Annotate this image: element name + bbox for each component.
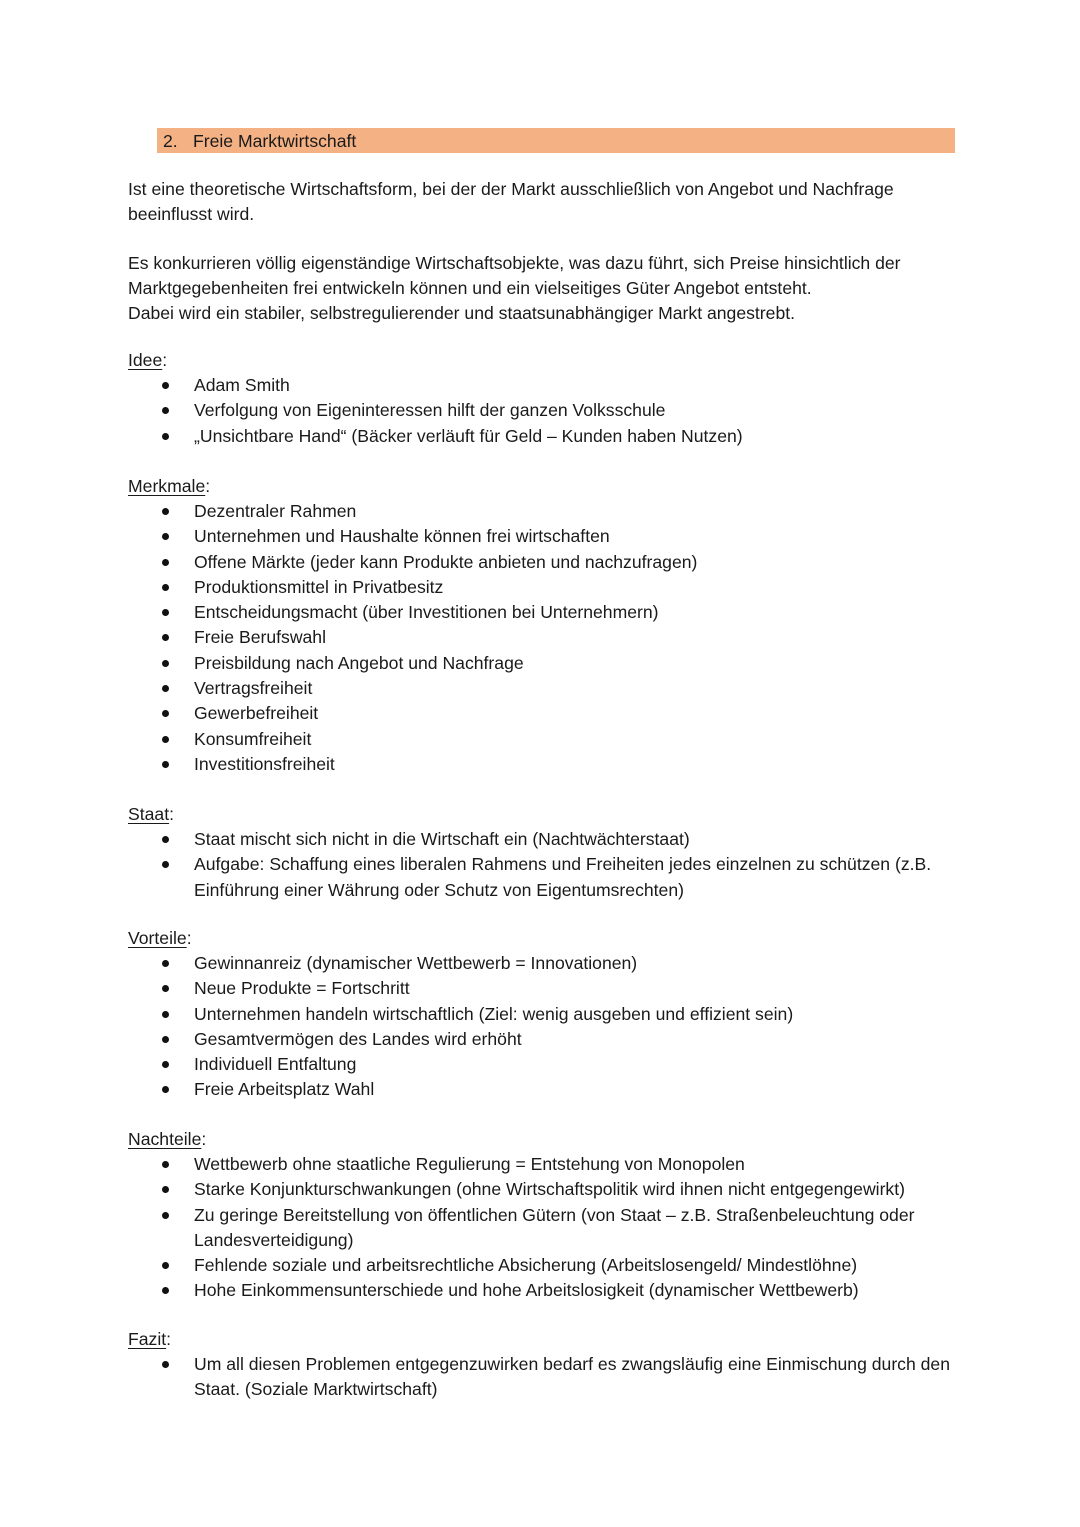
list-item [128,1152,958,1177]
section-label-idee-colon: : [162,350,168,370]
bullet-icon [162,685,169,692]
bullet-icon [162,1361,169,1368]
list-item [128,524,958,549]
section-label-idee-text: Idee [128,350,163,370]
list-item-text: Zu geringe Bereitstellung von öffentlichen Gütern (von Staat – z.B. Straßenbeleuchtung oder Landesverteidigung) [194,1204,915,1250]
section-label-staat-colon: : [169,804,174,824]
section-heading [157,128,955,153]
list-item-text: Fehlende soziale und arbeitsrechtliche Absicherung (Arbeitslosengeld/ Mindestlöhne) [194,1255,858,1276]
list-item-text: Hohe Einkommensunterschiede und hohe Arbeitslosigkeit (dynamischer Wettbewerb) [194,1280,859,1301]
list-item [128,1027,958,1052]
list-item-text: Offene Märkte (jeder kann Produkte anbieten und nachzufragen) [194,551,698,572]
bullet-icon [162,1161,169,1168]
bullet-icon [162,508,169,515]
idee-list [128,373,958,449]
list-item [128,701,958,726]
list-item-text: Vertragsfreiheit [194,678,313,699]
list-item [128,827,958,852]
list-item-text: Gewinnanreiz (dynamischer Wettbewerb = Innovationen) [194,953,638,973]
bullet-icon [162,1036,169,1043]
section-label-fazit [128,1327,171,1352]
list-item [128,625,958,650]
list-item-text: Adam Smith [194,375,290,395]
section-label-staat-text: Staat [128,804,170,824]
bullet-icon [162,660,169,667]
section-label-nachteile-colon: : [201,1129,207,1149]
list-item [128,1052,958,1077]
list-item [128,1002,958,1027]
list-item-text: Unternehmen und Haushalte können frei wirtschaften [194,526,610,547]
section-label-merkmale [128,474,210,499]
list-item-text: Investitionsfreiheit [194,753,335,774]
list-item-text: Preisbildung nach Angebot und Nachfrage [194,652,524,673]
bullet-icon [162,533,169,540]
section-label-vorteile [128,926,192,951]
list-item [128,676,958,701]
bullet-icon [162,1011,169,1018]
list-item-text: Um all diesen Problemen entgegenzuwirken bedarf es zwangsläufig eine Einmischung durch den Staat. (Soziale Marktwirtschaft) [194,1354,950,1400]
list-item [128,951,958,976]
bullet-icon [162,609,169,616]
bullet-icon [162,584,169,591]
section-label-idee [128,348,167,373]
list-item [128,1352,958,1403]
list-item [128,727,958,752]
bullet-icon [162,1186,169,1193]
bullet-icon [162,382,169,389]
bullet-icon [162,1212,169,1219]
list-item-text: Staat mischt sich nicht in die Wirtschaft ein (Nachtwächterstaat) [194,829,690,849]
bullet-icon [162,1086,169,1093]
list-item-text: Aufgabe: Schaffung eines liberalen Rahmens und Freiheiten jedes einzelnen zu schützen (z.B. Einführung einer Währung oder Schutz von Eigentumsrechten) [194,854,932,900]
fazit-list [128,1352,958,1403]
list-item-text: Dezentraler Rahmen [194,501,357,521]
staat-list [128,827,958,903]
bullet-icon [162,985,169,992]
list-item-text: Individuell Entfaltung [194,1054,357,1075]
list-item-text: Starke Konjunkturschwankungen (ohne Wirtschaftspolitik wird ihnen nicht entgegengewirkt) [194,1179,905,1200]
section-label-fazit-colon: : [166,1329,172,1349]
list-item-text: „Unsichtbare Hand“ (Bäcker verläuft für Geld – Kunden haben Nutzen) [194,425,743,446]
vorteile-list [128,951,958,1103]
list-item-text: Gewerbefreiheit [194,703,319,724]
list-item [128,600,958,625]
list-item [128,651,958,676]
bullet-icon [162,407,169,414]
list-item-text: Gesamtvermögen des Landes wird erhöht [194,1028,522,1049]
list-item-text: Freie Arbeitsplatz Wahl [194,1079,375,1100]
list-item-text: Produktionsmittel in Privatbesitz [194,576,444,597]
bullet-icon [162,1262,169,1269]
list-item [128,424,958,449]
intro-paragraph-2-line-2: Dabei wird ein stabiler, selbstregulierender und staatsunabhängiger Markt angestrebt. [128,303,795,323]
bullet-icon [162,559,169,566]
list-item [128,499,958,524]
heading-title: Freie Marktwirtschaft [193,131,357,151]
section-label-nachteile-text: Nachteile [128,1129,202,1149]
bullet-icon [162,710,169,717]
bullet-icon [162,861,169,868]
bullet-icon [162,634,169,641]
section-label-nachteile [128,1127,206,1152]
list-item-text: Unternehmen handeln wirtschaftlich (Ziel: wenig ausgeben und effizient sein) [194,1003,794,1024]
list-item [128,398,958,423]
section-label-merkmale-colon: : [205,476,211,496]
intro-paragraph-2 [128,251,958,326]
list-item [128,550,958,575]
list-item-text: Wettbewerb ohne staatliche Regulierung = Entstehung von Monopolen [194,1154,745,1174]
bullet-icon [162,1287,169,1294]
list-item [128,373,958,398]
list-item-text: Neue Produkte = Fortschritt [194,978,410,999]
list-item [128,1253,958,1278]
list-item [128,1278,958,1303]
merkmale-list [128,499,958,777]
bullet-icon [162,433,169,440]
list-item [128,852,958,903]
list-item [128,752,958,777]
intro-paragraph-2-line-1: Es konkurrieren völlig eigenständige Wirtschaftsobjekte, was dazu führt, sich Preise hinsichtlich der Marktgegebenheiten frei entwickeln können und ein vielseitiges Güter Angebot entsteht. [128,253,901,298]
list-item [128,1177,958,1202]
section-label-fazit-text: Fazit [128,1329,167,1349]
section-label-vorteile-colon: : [186,928,192,948]
list-item [128,976,958,1001]
heading-number: 2. [163,131,178,151]
list-item [128,1077,958,1102]
section-label-merkmale-text: Merkmale [128,476,206,496]
section-label-staat [128,802,174,827]
list-item [128,575,958,600]
nachteile-list [128,1152,958,1304]
list-item-text: Freie Berufswahl [194,627,327,648]
section-label-vorteile-text: Vorteile [128,928,187,948]
bullet-icon [162,761,169,768]
bullet-icon [162,836,169,843]
bullet-icon [162,1061,169,1068]
bullet-icon [162,736,169,743]
bullet-icon [162,960,169,967]
list-item-text: Verfolgung von Eigeninteressen hilft der ganzen Volksschule [194,400,666,421]
list-item [128,1203,958,1254]
list-item-text: Konsumfreiheit [194,728,312,749]
list-item-text: Entscheidungsmacht (über Investitionen bei Unternehmern) [194,602,659,623]
intro-paragraph-1: Ist eine theoretische Wirtschaftsform, bei der der Markt ausschließlich von Angebot und Nachfrage beeinflusst wird. [128,179,894,224]
